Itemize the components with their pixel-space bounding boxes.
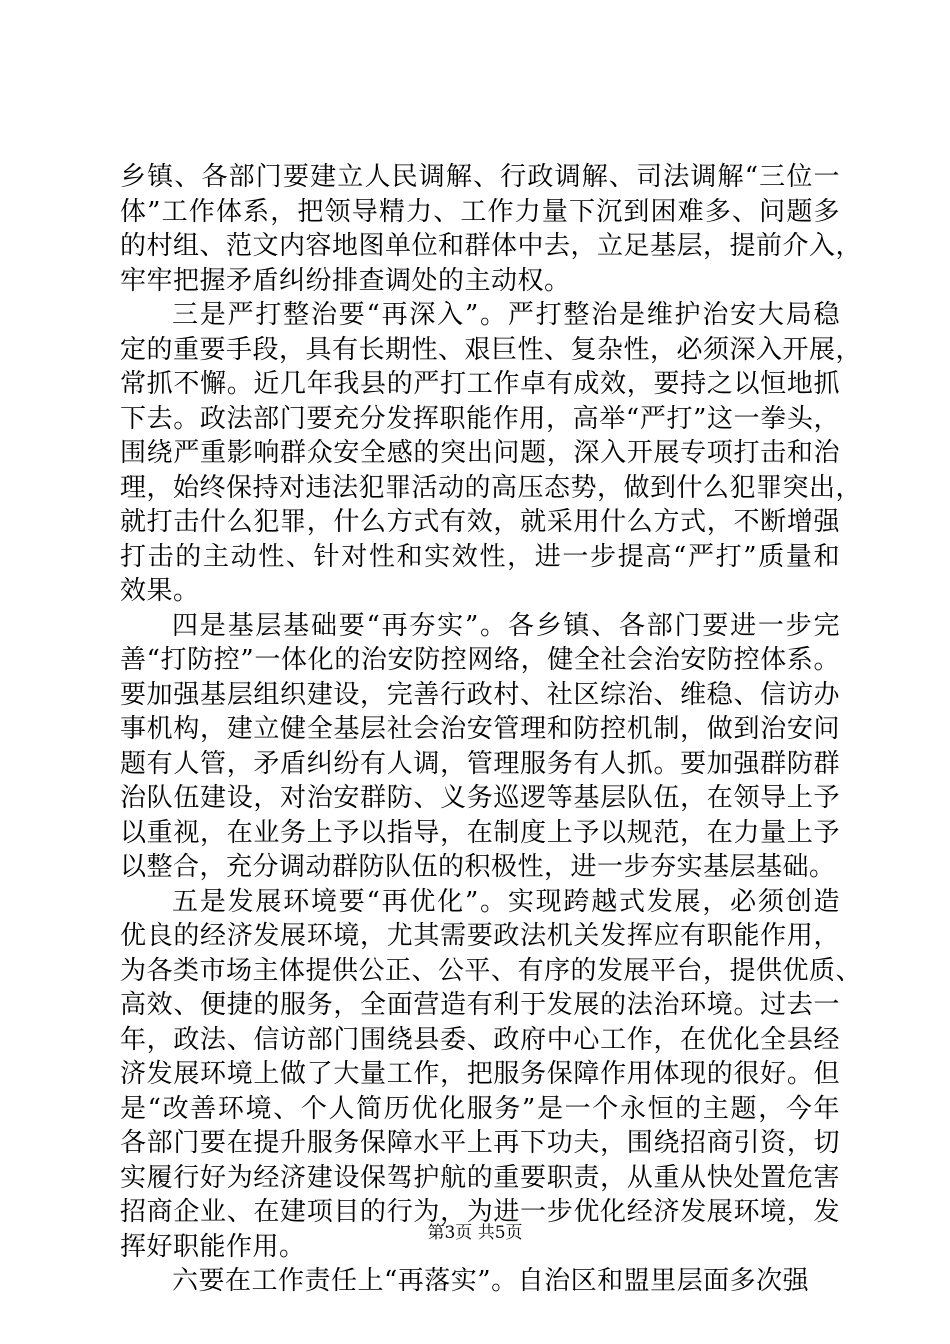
paragraph-start-line: 四是基层基础要“再夯实”。各乡镇、各部门要进一步完 [172,610,840,641]
text-line: 挥好职能作用。 [120,1231,306,1262]
text-line: 乡镇、各部门要建立人民调解、行政调解、司法调解“三位一 [120,162,840,192]
text-line: 定的重要手段，具有长期性、艰巨性、复杂性，必须深入开展， [120,334,863,365]
text-line: 题有人管，矛盾纠纷有人调，管理服务有人抓。要加强群防群 [120,748,840,779]
text-line: 体”工作体系，把领导精力、工作力量下沉到困难多、问题多 [120,196,840,227]
text-line: 善“打防控”一体化的治安防控网络，健全社会治安防控体系。 [120,645,840,675]
text-line: 优良的经济发展环境，尤其需要政法机关发挥应有职能作用， [120,921,840,951]
text-line: 为各类市场主体提供公正、公平、有序的发展平台，提供优质、 [120,955,863,986]
text-line: 效果。 [120,576,200,606]
text-line: 要加强基层组织建设，完善行政村、社区综治、维稳、信访办 [120,679,840,710]
text-line: 招商企业、在建项目的行为，为进一步优化经济发展环境，发 [120,1197,840,1227]
text-line: 治队伍建设，对治安群防、义务巡逻等基层队伍，在领导上予 [120,783,840,813]
text-line: 理，始终保持对违法犯罪活动的高压态势，做到什么犯罪突出， [120,472,863,503]
text-line: 事机构，建立健全基层社会治安管理和防控机制，做到治安问 [120,714,840,744]
text-line: 各部门要在提升服务保障水平上再下功夫，围绕招商引资，切 [120,1128,840,1158]
text-line: 实履行好为经济建设保驾护航的重要职责，从重从快处置危害 [120,1162,840,1193]
paragraph-start-line: 三是严打整治要“再深入”。严打整治是维护治安大局稳 [172,300,840,330]
text-line: 打击的主动性、针对性和实效性，进一步提高“严打”质量和 [120,541,840,572]
paragraph-start-line: 五是发展环境要“再优化”。实现跨越式发展，必须创造 [172,886,840,917]
text-line: 年，政法、信访部门围绕县委、政府中心工作，在优化全县经 [120,1024,840,1055]
text-line: 高效、便捷的服务，全面营造有利于发展的法治环境。过去一 [120,990,840,1020]
text-line: 牢牢把握矛盾纠纷排查调处的主动权。 [120,265,571,296]
text-line: 下去。政法部门要充分发挥职能作用，高举“严打”这一拳头， [120,403,840,434]
text-line: 是“改善环境、个人简历优化服务”是一个永恒的主题，今年 [120,1093,840,1124]
paragraph-start-line: 六要在工作责任上“再落实”。自治区和盟里层面多次强 [172,1266,810,1296]
text-line: 以整合，充分调动群防队伍的积极性，进一步夯实基层基础。 [120,852,836,882]
text-line: 的村组、范文内容地图单位和群体中去，立足基层，提前介入， [120,231,863,261]
document-body [120,160,863,1299]
text-line: 以重视，在业务上予以指导，在制度上予以规范，在力量上予 [120,817,840,848]
text-line: 济发展环境上做了大量工作，把服务保障作用体现的很好。但 [120,1059,840,1089]
text-line: 围绕严重影响群众安全感的突出问题，深入开展专项打击和治 [120,438,840,468]
text-line: 常抓不懈。近几年我县的严打工作卓有成效，要持之以恒地抓 [120,369,840,399]
text-line: 就打击什么犯罪，什么方式有效，就采用什么方式，不断增强 [120,507,840,537]
page-number-footer: 第3页 共5页 [427,1223,523,1243]
